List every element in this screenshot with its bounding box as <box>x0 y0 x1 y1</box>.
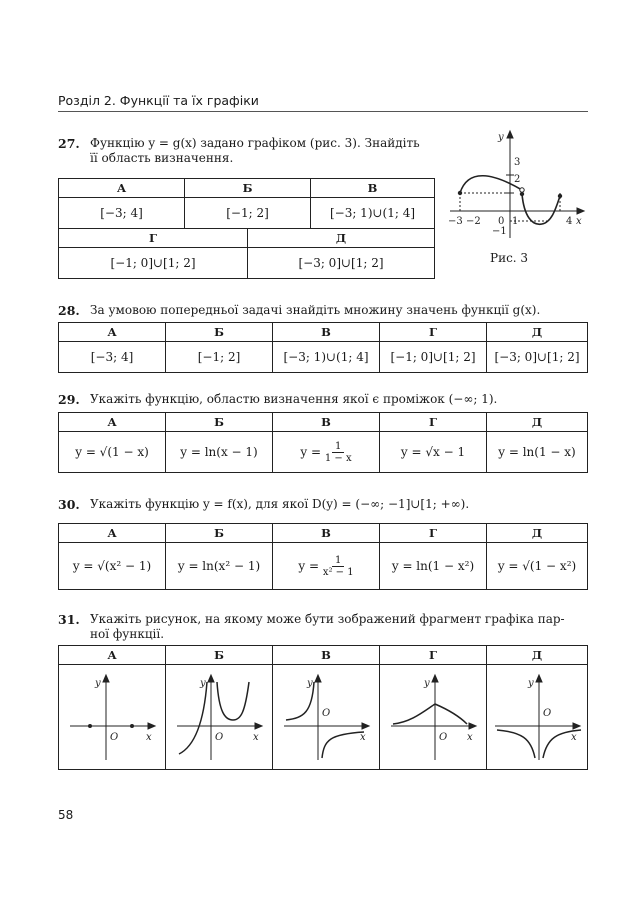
q29-number: 29. <box>58 392 80 407</box>
figure3-graph <box>448 128 588 240</box>
q28-header-b: Б <box>166 323 273 342</box>
q27-answer-table-top <box>58 178 435 229</box>
q29-header-d: Г <box>380 413 487 432</box>
figure3-xtick-0: 0 <box>498 216 505 227</box>
q30-option-c-denominator: x² − 1 <box>322 566 354 578</box>
q29-header-e: Д <box>487 413 588 432</box>
figure3-xtick-neg2: −2 <box>466 216 481 227</box>
q31-b-y-label: y <box>200 677 206 689</box>
q29-text: Укажіть функцію, областю визначення якої є проміжок (−∞; 1). <box>90 392 498 406</box>
q29-header-a: А <box>59 413 166 432</box>
q30-option-d[interactable]: y = ln(1 − x²) <box>380 543 487 590</box>
q30-header-a: А <box>59 524 166 543</box>
q31-option-c[interactable] <box>273 665 380 770</box>
q29-header-b: Б <box>166 413 273 432</box>
figure3-xtick-neg3: −3 <box>448 216 463 227</box>
figure3-x-arrow <box>577 208 584 214</box>
q31-b-x-label: x <box>253 731 259 743</box>
q31-header-b: Б <box>166 646 273 665</box>
q31-option-a[interactable] <box>59 665 166 770</box>
figure3-y-label: y <box>498 132 504 143</box>
q29-header-c: В <box>273 413 380 432</box>
q30-header-b: Б <box>166 524 273 543</box>
q27-number: 27. <box>58 136 80 151</box>
q31-e-x-label: x <box>571 731 577 743</box>
q31-graph-d <box>383 668 483 764</box>
q27-answer-table-bottom <box>58 228 435 279</box>
q30-header-d: Г <box>380 524 487 543</box>
figure3-point-open-1 <box>520 188 524 192</box>
q29-option-e[interactable]: y = ln(1 − x) <box>487 432 588 473</box>
q27-option-b[interactable]: [−1; 2] <box>185 198 311 229</box>
figure3-curve-left <box>460 176 522 193</box>
q30-option-c-prefix: y = <box>298 558 320 573</box>
q31-a-y-label: y <box>95 677 101 689</box>
q28-number: 28. <box>58 303 80 318</box>
q30-text: Укажіть функцію y = f(x), для якої D(y) = (−∞; −1]∪[1; +∞). <box>90 497 470 511</box>
q28-option-e[interactable]: [−3; 0]∪[1; 2] <box>487 342 588 373</box>
q29-option-c-denominator: 1 − x <box>324 452 352 464</box>
q31-d-x-label: x <box>467 731 473 743</box>
q31-e-origin: O <box>543 707 552 719</box>
page-number: 58 <box>58 808 74 822</box>
q30-option-b[interactable]: y = ln(x² − 1) <box>166 543 273 590</box>
q31-option-b[interactable] <box>166 665 273 770</box>
q29-answer-table <box>58 412 588 473</box>
q27-option-c[interactable]: [−3; 1)∪(1; 4] <box>311 198 435 229</box>
q27-header-c: В <box>311 179 435 198</box>
q31-graph-b <box>169 668 269 764</box>
figure3-xtick-4: 4 <box>566 216 573 227</box>
q27-header-e: Д <box>248 229 435 248</box>
q28-header-d: Г <box>380 323 487 342</box>
q31-c-y-label: y <box>307 677 313 689</box>
q29-option-c-prefix: y = <box>300 444 322 459</box>
q31-d-origin: O <box>439 731 448 743</box>
figure3-caption: Рис. 3 <box>490 251 529 265</box>
q30-option-a[interactable]: y = √(x² − 1) <box>59 543 166 590</box>
figure3-ytick-3: 3 <box>514 157 521 168</box>
figure3-point-closed-2 <box>520 192 524 196</box>
q28-option-b[interactable]: [−1; 2] <box>166 342 273 373</box>
q31-graph-c <box>276 668 376 764</box>
q31-e-y-label: y <box>528 677 534 689</box>
q31-text-line1: Укажіть рисунок, на якому може бути зображений фрагмент графіка пар- <box>90 612 565 626</box>
q31-text-line2: ної функції. <box>90 627 165 641</box>
figure3-curve-right <box>522 194 560 224</box>
q31-header-a: А <box>59 646 166 665</box>
q29-option-a[interactable]: y = √(1 − x) <box>59 432 166 473</box>
q28-text: За умовою попередньої задачі знайдіть множину значень функції g(x). <box>90 303 541 317</box>
q31-text <box>90 612 590 642</box>
page-header: Розділ 2. Функції та їх графіки <box>58 93 259 108</box>
q31-c-origin: O <box>322 707 331 719</box>
q28-option-c[interactable]: [−3; 1)∪(1; 4] <box>273 342 380 373</box>
figure3-ytick-2: 2 <box>514 174 521 185</box>
q31-header-c: В <box>273 646 380 665</box>
figure3-xtick-1: 1 <box>512 216 519 227</box>
q28-option-d[interactable]: [−1; 0]∪[1; 2] <box>380 342 487 373</box>
q29-option-d[interactable]: y = √x − 1 <box>380 432 487 473</box>
q28-answer-table <box>58 322 588 373</box>
figure3-y-arrow <box>507 131 513 138</box>
figure3-point-closed <box>458 191 462 195</box>
q30-option-c-numerator: 1 <box>332 555 344 567</box>
q28-option-a[interactable]: [−3; 4] <box>59 342 166 373</box>
q31-c-x-label: x <box>360 731 366 743</box>
q30-number: 30. <box>58 497 80 512</box>
q30-option-e[interactable]: y = √(1 − x²) <box>487 543 588 590</box>
figure3-x-label: x <box>576 216 582 227</box>
figure3-ytick-neg1: −1 <box>492 226 507 237</box>
q31-a-origin: O <box>110 731 119 743</box>
q31-d-y-label: y <box>424 677 430 689</box>
q27-header-a: А <box>59 179 185 198</box>
q27-text-line2: її область визначення. <box>90 151 234 165</box>
q29-option-c[interactable] <box>273 432 380 473</box>
q27-text-line1: Функцію y = g(x) задано графіком (рис. 3). Знайдіть <box>90 136 420 150</box>
q29-option-b[interactable]: y = ln(x − 1) <box>166 432 273 473</box>
q31-graph-e <box>487 668 587 764</box>
q30-header-c: В <box>273 524 380 543</box>
q30-header-e: Д <box>487 524 588 543</box>
q31-a-x-label: x <box>146 731 152 743</box>
q31-header-d: Г <box>380 646 487 665</box>
q27-header-b: Б <box>185 179 311 198</box>
q27-header-d: Г <box>59 229 248 248</box>
q31-number: 31. <box>58 612 80 627</box>
figure3-point-end <box>558 194 562 198</box>
q28-header-c: В <box>273 323 380 342</box>
q27-text <box>90 136 440 166</box>
q30-option-c[interactable] <box>273 543 380 590</box>
q31-b-origin: O <box>215 731 224 743</box>
q27-option-e[interactable]: [−3; 0]∪[1; 2] <box>248 248 435 279</box>
q30-option-c-fraction <box>323 555 354 578</box>
q31-option-d[interactable] <box>380 665 487 770</box>
q31-header-e: Д <box>487 646 588 665</box>
q29-option-c-numerator: 1 <box>332 441 344 453</box>
q31-answer-table <box>58 645 588 770</box>
q27-option-d[interactable]: [−1; 0]∪[1; 2] <box>59 248 248 279</box>
q31-graph-a <box>62 668 162 764</box>
q27-option-a[interactable]: [−3; 4] <box>59 198 185 229</box>
q30-answer-table <box>58 523 588 590</box>
q31-option-e[interactable] <box>487 665 588 770</box>
header-divider <box>58 111 588 112</box>
q28-header-a: А <box>59 323 166 342</box>
q29-option-c-fraction <box>325 441 352 464</box>
q28-header-e: Д <box>487 323 588 342</box>
